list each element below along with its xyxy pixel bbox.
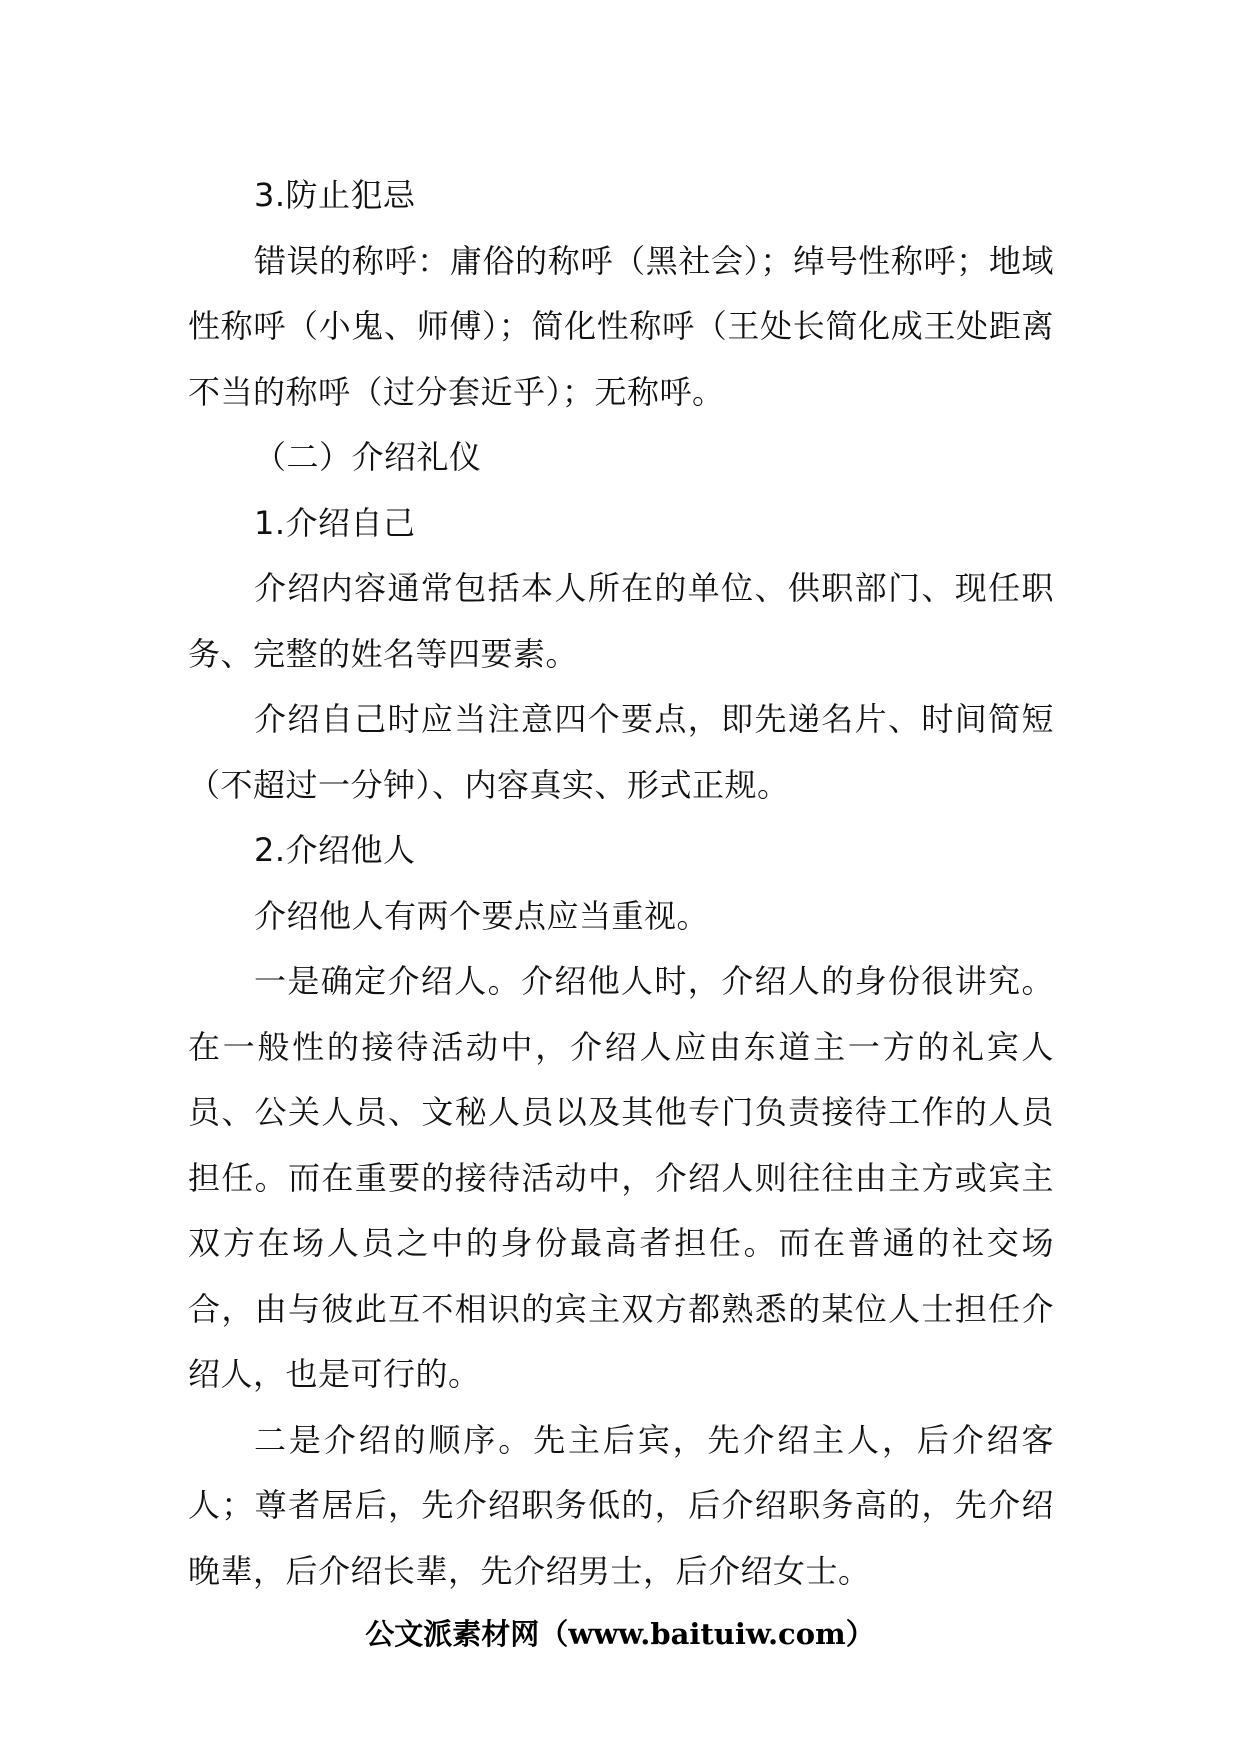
- paragraph-wrong-forms-of-address: 错误的称呼：庸俗的称呼（黑社会）；绰号性称呼；地域性称呼（小鬼、师傅）；简化性称呼（王处长简化成王处距离不当的称呼（过分套近乎）；无称呼。: [188, 241, 1054, 411]
- paragraph-self-introduction-points: 介绍自己时应当注意四个要点，即先递名片、时间简短（不超过一分钟）、内容真实、形式正规。: [188, 700, 1054, 804]
- footer-watermark-text: 公文派素材网（www.baituiw.com）: [365, 1617, 875, 1651]
- heading-prevent-taboo: 3.防止犯忌: [254, 176, 416, 214]
- heading-introduce-others: 2.介绍他人: [254, 831, 416, 869]
- section-heading-introduction-etiquette: （二）介绍礼仪: [254, 438, 482, 476]
- paragraph-choose-introducer: 一是确定介绍人。介绍他人时，介绍人的身份很讲究。在一般性的接待活动中，介绍人应由东道主一方的礼宾人员、公关人员、文秘人员以及其他专门负责接待工作的人员担任。而在重要的接待活动中，介绍人则往往由主方或宾主双方在场人员之中的身份最高者担任。而在普通的社交场合，由与彼此互不相识的宾主双方都熟悉的某位人士担任介绍人，也是可行的。: [188, 962, 1054, 1393]
- paragraph-two-key-points: 介绍他人有两个要点应当重视。: [254, 896, 710, 935]
- paragraph-introduction-content: 介绍内容通常包括本人所在的单位、供职部门、现任职务、完整的姓名等四要素。: [188, 569, 1054, 673]
- heading-introduce-yourself: 1.介绍自己: [254, 503, 416, 542]
- document-body: [188, 163, 1054, 1604]
- paragraph-introduction-order: 二是介绍的顺序。先主后宾，先介绍主人，后介绍客人；尊者居后，先介绍职务低的，后介绍职务高的，先介绍晚辈，后介绍长辈，先介绍男士，后介绍女士。: [188, 1420, 1054, 1590]
